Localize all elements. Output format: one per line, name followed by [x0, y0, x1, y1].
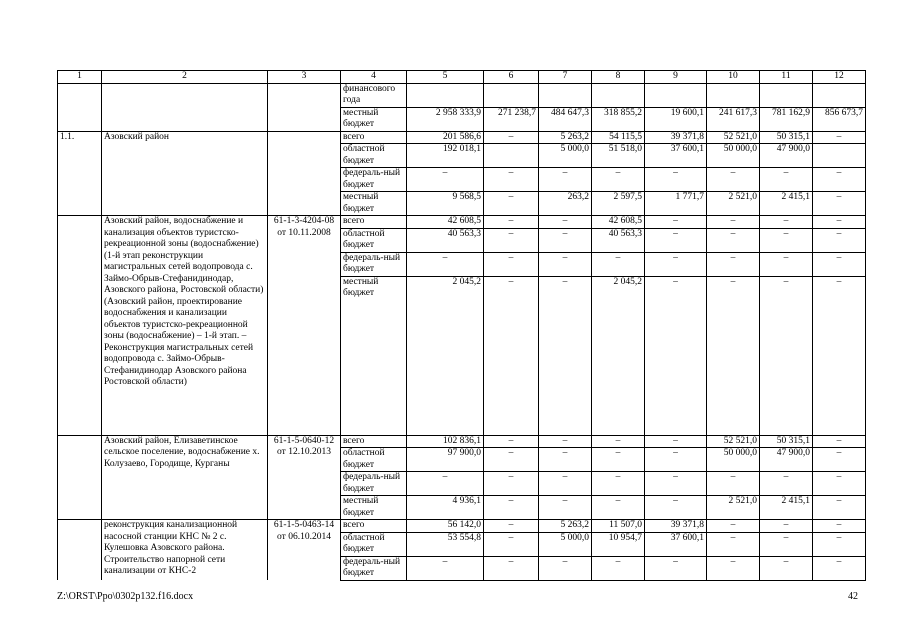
value-cell: – [707, 276, 760, 435]
value-cell: – [707, 520, 760, 533]
value-cell: 51 518,0 [592, 144, 645, 168]
value-cell: 2 415,1 [760, 496, 813, 520]
value-cell: – [484, 228, 539, 252]
value-cell: – [484, 472, 539, 496]
value-cell: – [592, 556, 645, 580]
value-cell: 50 315,1 [760, 435, 813, 448]
value-cell: 484 647,3 [539, 107, 592, 131]
value-cell: – [484, 276, 539, 435]
value-cell: 40 563,3 [592, 228, 645, 252]
table-row [58, 216, 866, 229]
registration-code: 61-1-3-4204-08 от 10.11.2008 [268, 216, 341, 436]
column-number: 5 [407, 71, 484, 84]
value-cell: – [645, 496, 707, 520]
value-cell: – [484, 168, 539, 192]
value-cell: 102 836,1 [407, 435, 484, 448]
value-cell: – [813, 131, 866, 144]
row-number [58, 520, 102, 581]
value-cell: 42 608,5 [592, 216, 645, 229]
value-cell: – [760, 276, 813, 435]
value-cell: – [707, 472, 760, 496]
value-cell [484, 83, 539, 107]
value-cell: – [813, 532, 866, 556]
value-cell: – [592, 252, 645, 276]
value-cell: – [813, 276, 866, 435]
value-cell: – [484, 496, 539, 520]
value-cell: 2 521,0 [707, 496, 760, 520]
row-number [58, 216, 102, 436]
table-row [58, 83, 866, 107]
value-cell: 52 521,0 [707, 131, 760, 144]
value-cell: – [645, 228, 707, 252]
value-cell: – [484, 448, 539, 472]
value-cell: – [707, 556, 760, 580]
value-cell: 37 600,1 [645, 532, 707, 556]
value-cell: – [645, 216, 707, 229]
value-cell: 2 045,2 [592, 276, 645, 435]
value-cell: – [760, 216, 813, 229]
value-cell: – [645, 168, 707, 192]
value-cell: 271 238,7 [484, 107, 539, 131]
value-cell: 39 371,8 [645, 520, 707, 533]
page-number: 42 [848, 591, 858, 602]
value-cell: – [539, 168, 592, 192]
object-name: Азовский район, водоснабжение и канализация объектов туристско-рекреационной зоны (водоснабжение) (1-й этап реконструкции магистральных сетей водопровода с. Займо-Обрыв-Стефанидинодар, Азовского района, Ростовской области) (Азовский район, проектирование водоснабжения и канализации объектов туристско-рекреационной зоны (водоснабжение) – 1-й этап. – Реконструкция магистральных сетей водопровода с. Займо-Обрыв-Стефанидинодар Азовского района Ростовской области) [102, 216, 268, 436]
cell-empty [268, 107, 341, 131]
value-cell: 40 563,3 [407, 228, 484, 252]
table-row [58, 435, 866, 448]
value-cell: – [407, 252, 484, 276]
funding-type: местный бюджет [341, 107, 407, 131]
value-cell: 10 954,7 [592, 532, 645, 556]
value-cell: 2 415,1 [760, 192, 813, 216]
value-cell: – [645, 448, 707, 472]
column-number: 1 [58, 71, 102, 84]
value-cell: – [592, 496, 645, 520]
value-cell: 19 600,1 [645, 107, 707, 131]
value-cell: – [813, 556, 866, 580]
column-number: 9 [645, 71, 707, 84]
value-cell: 318 855,2 [592, 107, 645, 131]
value-cell: 47 900,0 [760, 448, 813, 472]
value-cell: 2 521,0 [707, 192, 760, 216]
value-cell [539, 83, 592, 107]
value-cell: – [592, 168, 645, 192]
value-cell: – [539, 435, 592, 448]
value-cell: – [539, 228, 592, 252]
value-cell: 2 045,2 [407, 276, 484, 435]
value-cell: – [407, 472, 484, 496]
value-cell [645, 83, 707, 107]
value-cell: 50 000,0 [707, 144, 760, 168]
value-cell [484, 144, 539, 168]
funding-type: федераль-ный бюджет [341, 556, 407, 580]
value-cell: – [813, 520, 866, 533]
value-cell: – [484, 435, 539, 448]
value-cell [813, 144, 866, 168]
value-cell: – [484, 520, 539, 533]
value-cell: – [539, 276, 592, 435]
value-cell: – [707, 532, 760, 556]
file-path: Z:\ORST\Ppo\0302p132.f16.docx [57, 591, 194, 602]
value-cell: – [813, 216, 866, 229]
row-number: 1.1. [58, 131, 102, 216]
funding-type: всего [341, 131, 407, 144]
value-cell: – [645, 252, 707, 276]
value-cell: 52 521,0 [707, 435, 760, 448]
value-cell: – [813, 448, 866, 472]
value-cell: – [760, 168, 813, 192]
cell-empty [268, 83, 341, 107]
value-cell: – [539, 472, 592, 496]
value-cell: – [539, 448, 592, 472]
value-cell: – [407, 556, 484, 580]
value-cell [813, 83, 866, 107]
cell-empty [58, 107, 102, 131]
value-cell: 9 568,5 [407, 192, 484, 216]
value-cell: – [484, 192, 539, 216]
value-cell: – [484, 532, 539, 556]
cell-empty [58, 83, 102, 107]
value-cell: – [813, 472, 866, 496]
funding-type: местный бюджет [341, 192, 407, 216]
object-name: Азовский район [102, 131, 268, 216]
value-cell: 263,2 [539, 192, 592, 216]
value-cell: 1 771,7 [645, 192, 707, 216]
value-cell: 39 371,8 [645, 131, 707, 144]
value-cell: – [539, 496, 592, 520]
registration-code: 61-1-5-0640-12 от 12.10.2013 [268, 435, 341, 520]
value-cell: 97 900,0 [407, 448, 484, 472]
value-cell: – [760, 228, 813, 252]
value-cell: 50 315,1 [760, 131, 813, 144]
funding-type: всего [341, 435, 407, 448]
value-cell: 53 554,8 [407, 532, 484, 556]
value-cell: – [645, 435, 707, 448]
value-cell: – [813, 496, 866, 520]
value-cell: – [645, 556, 707, 580]
cell-empty [102, 83, 268, 107]
value-cell [760, 83, 813, 107]
value-cell: 781 162,9 [760, 107, 813, 131]
value-cell: – [484, 556, 539, 580]
value-cell: – [760, 556, 813, 580]
value-cell: – [484, 131, 539, 144]
column-number: 10 [707, 71, 760, 84]
value-cell: – [760, 520, 813, 533]
value-cell: – [813, 435, 866, 448]
funding-type: местный бюджет [341, 276, 407, 435]
value-cell: 241 617,3 [707, 107, 760, 131]
value-cell [407, 83, 484, 107]
row-number [58, 435, 102, 520]
value-cell [707, 83, 760, 107]
value-cell: – [813, 252, 866, 276]
value-cell: 56 142,0 [407, 520, 484, 533]
value-cell: 47 900,0 [760, 144, 813, 168]
value-cell: – [539, 252, 592, 276]
funding-type: областной бюджет [341, 144, 407, 168]
value-cell: 5 000,0 [539, 532, 592, 556]
table-row [58, 131, 866, 144]
funding-type: всего [341, 216, 407, 229]
value-cell: – [592, 435, 645, 448]
object-name: Азовский район, Елизаветинское сельское поселение, водоснабжение х. Колузаево, Городище, Курганы [102, 435, 268, 520]
column-number: 12 [813, 71, 866, 84]
column-number: 2 [102, 71, 268, 84]
funding-type: федераль-ный бюджет [341, 168, 407, 192]
column-number: 8 [592, 71, 645, 84]
value-cell: – [760, 472, 813, 496]
value-cell: 856 673,7 [813, 107, 866, 131]
funding-type: областной бюджет [341, 228, 407, 252]
value-cell: 201 586,6 [407, 131, 484, 144]
registration-code [268, 131, 341, 216]
funding-type: областной бюджет [341, 448, 407, 472]
budget-table [57, 70, 866, 581]
value-cell: 4 936,1 [407, 496, 484, 520]
funding-type: федераль-ный бюджет [341, 472, 407, 496]
funding-type: федераль-ный бюджет [341, 252, 407, 276]
value-cell: – [707, 228, 760, 252]
value-cell: – [813, 168, 866, 192]
value-cell: – [592, 448, 645, 472]
value-cell: – [407, 168, 484, 192]
funding-type: финансового года [341, 83, 407, 107]
funding-type: всего [341, 520, 407, 533]
column-number-row [58, 71, 866, 84]
table-row [58, 107, 866, 131]
value-cell: – [484, 252, 539, 276]
funding-type: местный бюджет [341, 496, 407, 520]
value-cell: – [813, 192, 866, 216]
value-cell: – [707, 252, 760, 276]
column-number: 7 [539, 71, 592, 84]
value-cell: 54 115,5 [592, 131, 645, 144]
value-cell: 5 000,0 [539, 144, 592, 168]
value-cell: – [592, 472, 645, 496]
value-cell: – [645, 472, 707, 496]
value-cell: 50 000,0 [707, 448, 760, 472]
table-row [58, 520, 866, 533]
cell-empty [102, 107, 268, 131]
value-cell [592, 83, 645, 107]
value-cell: 5 263,2 [539, 131, 592, 144]
value-cell: – [760, 252, 813, 276]
registration-code: 61-1-5-0463-14 от 06.10.2014 [268, 520, 341, 581]
value-cell: 192 018,1 [407, 144, 484, 168]
value-cell: 2 597,5 [592, 192, 645, 216]
value-cell: – [707, 216, 760, 229]
value-cell: – [707, 168, 760, 192]
funding-type: областной бюджет [341, 532, 407, 556]
value-cell: – [760, 532, 813, 556]
value-cell: – [645, 276, 707, 435]
value-cell: 5 263,2 [539, 520, 592, 533]
value-cell: – [539, 216, 592, 229]
value-cell: – [813, 228, 866, 252]
column-number: 6 [484, 71, 539, 84]
value-cell: 37 600,1 [645, 144, 707, 168]
object-name: реконструкция канализационной насосной станции КНС № 2 с. Кулешовка Азовского района. Строительство напорной сети канализации от КНС-2 [102, 520, 268, 581]
value-cell: – [539, 556, 592, 580]
value-cell: – [484, 216, 539, 229]
column-number: 11 [760, 71, 813, 84]
value-cell: 2 958 333,9 [407, 107, 484, 131]
value-cell: 42 608,5 [407, 216, 484, 229]
value-cell: 11 507,0 [592, 520, 645, 533]
column-number: 4 [341, 71, 407, 84]
column-number: 3 [268, 71, 341, 84]
